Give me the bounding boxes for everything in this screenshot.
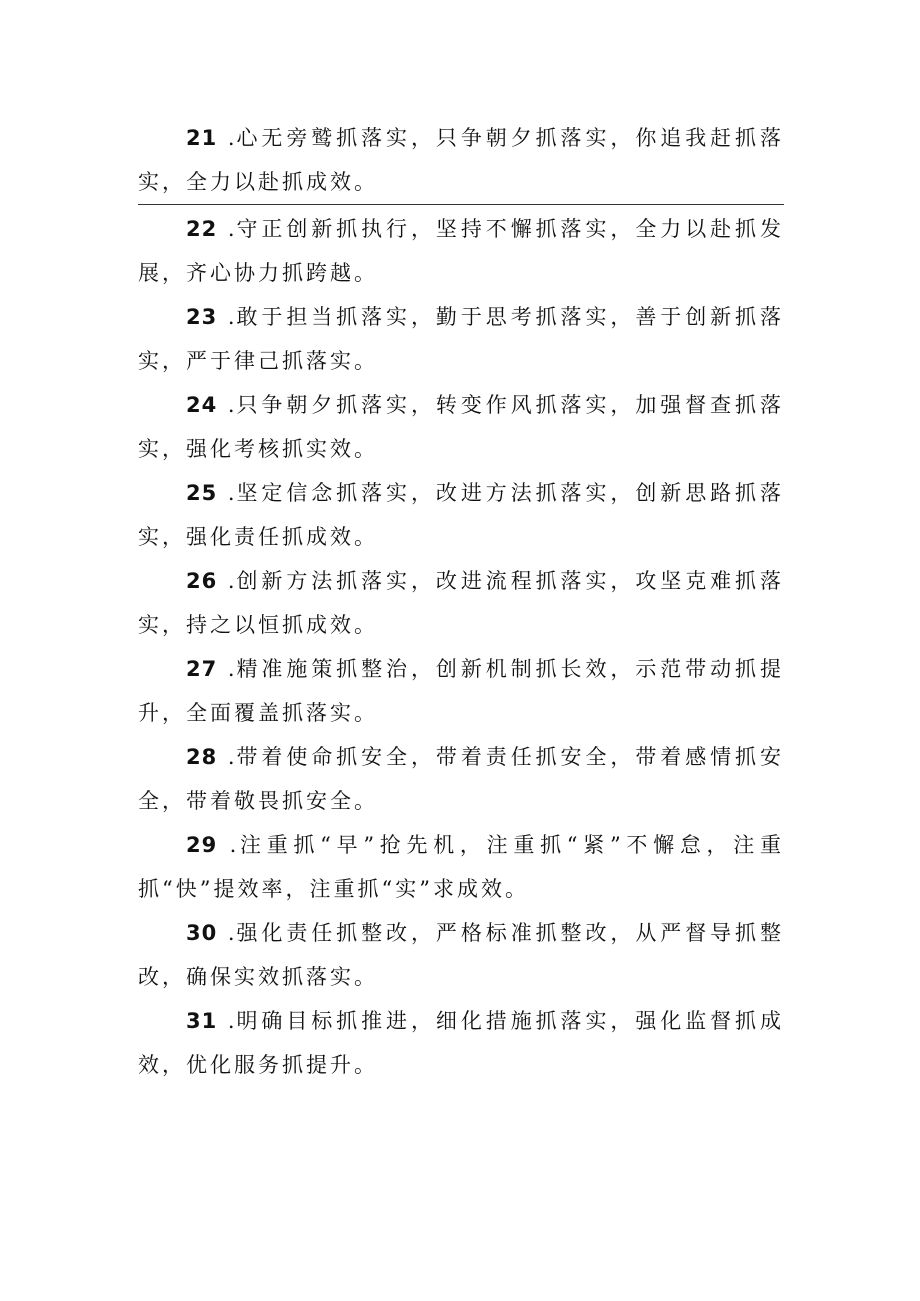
item-number: 23 <box>186 305 218 329</box>
item-separator: . <box>227 657 236 681</box>
list-item <box>138 559 784 647</box>
item-text: 明确目标抓推进，细化措施抓落实，强化监督抓成效，优化服务抓提升。 <box>138 1009 784 1077</box>
item-separator: . <box>227 921 236 945</box>
item-text: 注重抓“早”抢先机，注重抓“紧”不懈怠，注重抓“快”提效率，注重抓“实”求成效。 <box>138 833 784 901</box>
list-item <box>138 823 784 911</box>
document-content <box>138 116 784 1087</box>
list-item <box>138 471 784 559</box>
item-text: 创新方法抓落实，改进流程抓落实，攻坚克难抓落实，持之以恒抓成效。 <box>138 569 784 637</box>
list-item <box>138 735 784 823</box>
item-number: 22 <box>186 217 218 241</box>
item-text: 只争朝夕抓落实，转变作风抓落实，加强督查抓落实，强化考核抓实效。 <box>138 393 784 461</box>
item-text: 坚定信念抓落实，改进方法抓落实，创新思路抓落实，强化责任抓成效。 <box>138 481 784 549</box>
item-separator: . <box>227 393 236 417</box>
list-item <box>138 116 784 204</box>
item-separator: . <box>227 126 236 150</box>
list-item <box>138 999 784 1087</box>
item-text: 强化责任抓整改，严格标准抓整改，从严督导抓整改，确保实效抓落实。 <box>138 921 784 989</box>
item-text: 守正创新抓执行，坚持不懈抓落实，全力以赴抓发展，齐心协力抓跨越。 <box>138 217 784 285</box>
item-number: 21 <box>186 126 218 150</box>
item-separator: . <box>227 569 236 593</box>
item-number: 30 <box>186 921 218 945</box>
horizontal-rule <box>138 204 784 205</box>
item-number: 31 <box>186 1009 218 1033</box>
item-number: 26 <box>186 569 218 593</box>
item-separator: . <box>227 481 236 505</box>
list-item <box>138 911 784 999</box>
item-separator: . <box>229 833 238 857</box>
item-separator: . <box>227 217 236 241</box>
item-separator: . <box>227 305 236 329</box>
item-number: 25 <box>186 481 218 505</box>
item-number: 28 <box>186 745 218 769</box>
list-item <box>138 207 784 295</box>
list-item <box>138 647 784 735</box>
item-text: 带着使命抓安全，带着责任抓安全，带着感情抓安全，带着敬畏抓安全。 <box>138 745 784 813</box>
item-separator: . <box>227 745 236 769</box>
item-number: 29 <box>186 833 218 857</box>
item-text: 敢于担当抓落实，勤于思考抓落实，善于创新抓落实，严于律己抓落实。 <box>138 305 784 373</box>
item-number: 27 <box>186 657 218 681</box>
item-separator: . <box>227 1009 236 1033</box>
item-number: 24 <box>186 393 218 417</box>
item-text: 心无旁鹫抓落实，只争朝夕抓落实，你追我赶抓落实，全力以赴抓成效。 <box>138 126 784 194</box>
item-text: 精准施策抓整治，创新机制抓长效，示范带动抓提升，全面覆盖抓落实。 <box>138 657 784 725</box>
list-item <box>138 295 784 383</box>
list-item <box>138 383 784 471</box>
